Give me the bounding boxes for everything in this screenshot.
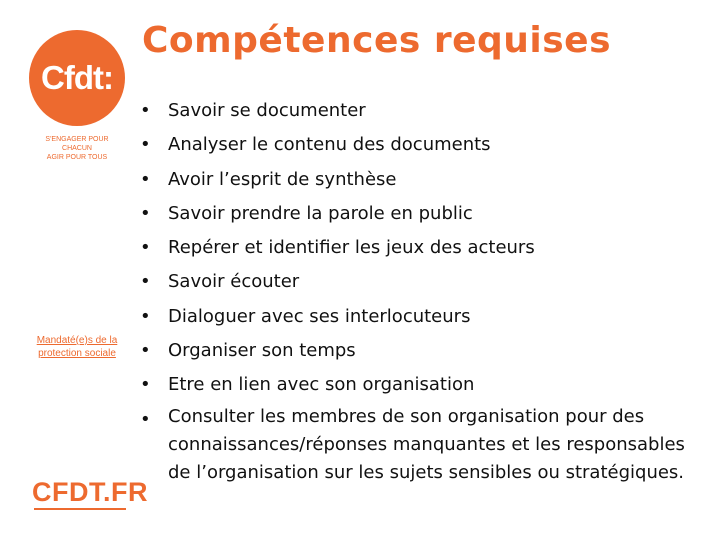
skills-list (140, 94, 700, 487)
list-item: • Repérer et identifier les jeux des acteurs (140, 231, 700, 265)
cfdt-fr-underline (34, 508, 126, 510)
cfdt-logo (29, 30, 125, 126)
cfdt-fr-logo[interactable]: CFDT.FR (32, 477, 148, 507)
logo-tagline (30, 135, 124, 162)
slide-title: Compétences requises (142, 20, 611, 61)
list-item: • Analyser le contenu des documents (140, 128, 700, 162)
list-item: • Avoir l’esprit de synthèse (140, 163, 700, 197)
list-item: • Etre en lien avec son organisation (140, 368, 700, 402)
list-item: • Dialoguer avec ses interlocuteurs (140, 300, 700, 334)
list-item: • Organiser son temps (140, 334, 700, 368)
list-item: • Consulter les membres de son organisation pour des connaissances/réponses manquantes et les responsables de l’organisation sur les sujets sensibles ou stratégiques. (140, 403, 700, 487)
logo-tagline-line-2: AGIR POUR TOUS (46, 154, 108, 161)
mandates-link[interactable] (28, 334, 126, 360)
mandates-link-line-2: protection sociale (38, 348, 116, 359)
list-item: • Savoir prendre la parole en public (140, 197, 700, 231)
cfdt-logo-text: Cfdt: (41, 59, 113, 96)
list-item: • Savoir écouter (140, 265, 700, 299)
mandates-link-line-1: Mandaté(e)s de la (36, 335, 118, 346)
list-item: • Savoir se documenter (140, 94, 700, 128)
logo-tagline-line-1: S'ENGAGER POUR CHACUN (45, 136, 109, 152)
